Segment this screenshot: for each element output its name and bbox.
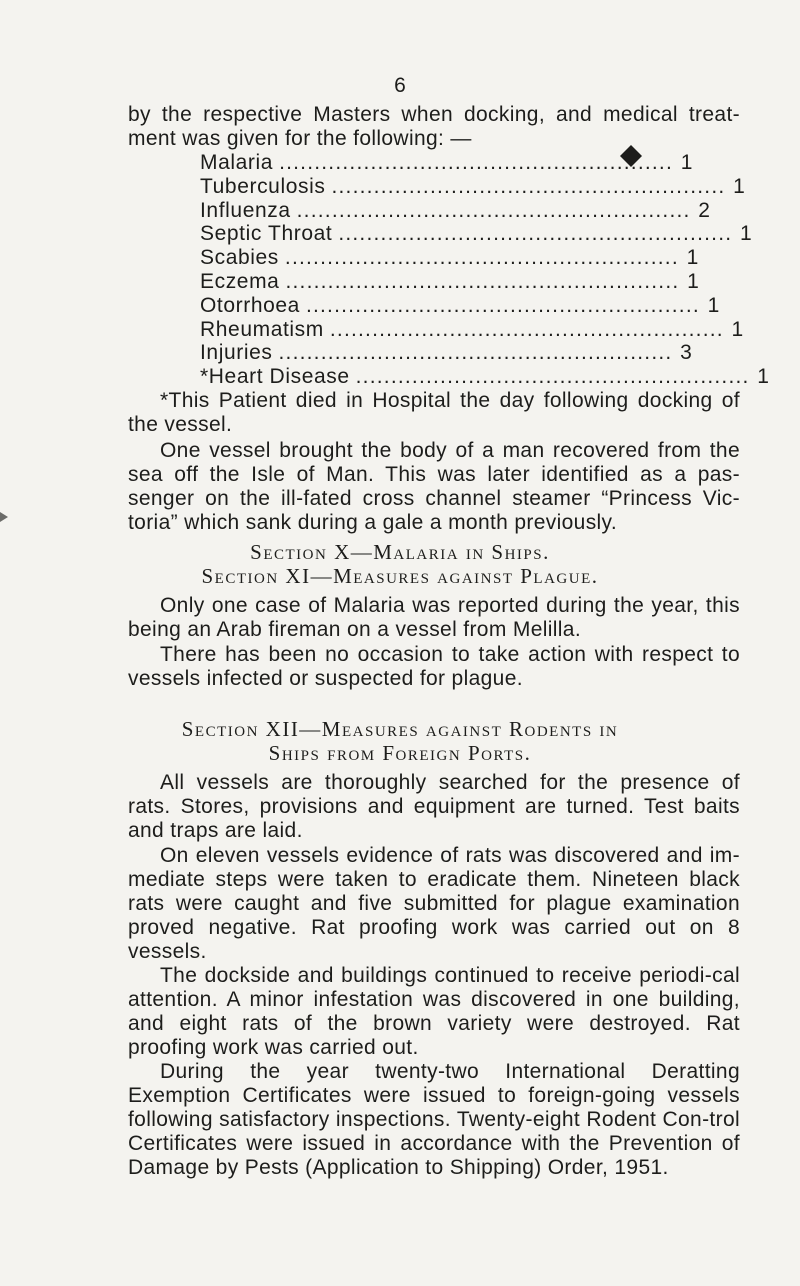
- disease-name: Influenza: [200, 198, 291, 222]
- rodents-paragraph-1: All vessels are thoroughly searched for the presence of rats. Stores, provisions and equipment are turned. Test baits and traps are laid.: [128, 771, 740, 842]
- intro-paragraph: by the respective Masters when docking, and medical treat-ment was given for the following: —: [128, 103, 740, 150]
- disease-name: Tuberculosis: [200, 174, 326, 198]
- disease-count: 2: [698, 198, 711, 222]
- dot-leader: ........................................................: [296, 198, 691, 222]
- disease-name: Otorrhoea: [200, 293, 300, 317]
- disease-name: Eczema: [200, 269, 280, 293]
- dot-leader: ........................................................: [279, 151, 673, 174]
- disease-count: 3: [680, 341, 693, 365]
- dot-leader: ........................................................: [331, 174, 726, 198]
- body-recovered-paragraph: One vessel brought the body of a man recovered from the sea off the Isle of Man. This was later identified as a pas-senger on the ill-fated cross channel steamer “Princess Vic-toria” which sank during a gale a month previously.: [128, 439, 740, 534]
- malaria-paragraph: Only one case of Malaria was reported during the year, this being an Arab fireman on a vessel from Melilla.: [128, 594, 740, 641]
- dot-leader: ........................................................: [285, 269, 680, 293]
- disease-count: 1: [686, 246, 699, 270]
- list-item: [200, 246, 699, 270]
- list-item: [200, 222, 753, 246]
- list-item: [200, 198, 711, 223]
- page-number: 6: [394, 74, 406, 97]
- section-xi-heading: Section XI—Measures against Plague.: [201, 564, 599, 588]
- disease-name: Septic Throat: [200, 222, 333, 246]
- dot-leader: ........................................................: [329, 317, 724, 341]
- dot-leader: ........................................................: [355, 365, 750, 389]
- list-item: [200, 269, 700, 294]
- section-x-heading: Section X—Malaria in Ships.: [250, 540, 550, 564]
- disease-name: Malaria: [200, 151, 274, 174]
- section-xii-heading-line2: Ships from Foreign Ports.: [268, 741, 532, 765]
- dot-leader: ........................................................: [278, 341, 673, 365]
- page-edge-mark: [0, 512, 8, 522]
- footnote-paragraph: *This Patient died in Hospital the day following docking of the vessel.: [128, 389, 740, 436]
- dot-leader: ........................................................: [305, 293, 700, 317]
- rodents-paragraph-3: The dockside and buildings continued to receive periodi-cal attention. A minor infestation was discovered in one building, and eight rats of the brown variety were destroyed. Rat proofing work was carried out.: [128, 964, 740, 1059]
- list-item: [200, 151, 693, 175]
- dot-leader: ........................................................: [284, 246, 679, 270]
- disease-list: [200, 151, 770, 389]
- list-item: [200, 293, 720, 318]
- disease-count: 1: [739, 222, 753, 246]
- list-item: [200, 174, 746, 199]
- list-item: [200, 341, 693, 365]
- disease-count: 1: [707, 293, 720, 317]
- section-xii-heading-line1: Section XII—Measures against Rodents in: [181, 717, 619, 741]
- list-item: [200, 317, 744, 342]
- disease-name: Rheumatism: [200, 317, 324, 341]
- rodents-paragraph-4: During the year twenty-two International Deratting Exemption Certificates were issued to foreign-going vessels following satisfactory inspections. Twenty-eight Rodent Con-trol Certificates were issued in accordance with the Prevention of Damage by Pests (Application to Shipping) Order, 1951.: [128, 1060, 740, 1179]
- disease-count: 1: [757, 365, 770, 389]
- dot-leader: ........................................................: [338, 222, 733, 246]
- disease-count: 1: [731, 317, 744, 341]
- disease-name: Scabies: [200, 246, 279, 270]
- disease-count: 1: [733, 174, 746, 198]
- disease-name: Injuries: [200, 341, 273, 365]
- list-item: [200, 365, 770, 389]
- disease-name: *Heart Disease: [200, 365, 350, 389]
- disease-count: 1: [687, 269, 700, 293]
- plague-paragraph: There has been no occasion to take action with respect to vessels infected or suspected for plague.: [128, 643, 740, 690]
- disease-count: 1: [680, 151, 693, 174]
- rodents-paragraph-2: On eleven vessels evidence of rats was discovered and im-mediate steps were taken to eradicate them. Nineteen black rats were caught and five submitted for plague examination proved negative. Rat proofing work was carried out on 8 vessels.: [128, 844, 740, 963]
